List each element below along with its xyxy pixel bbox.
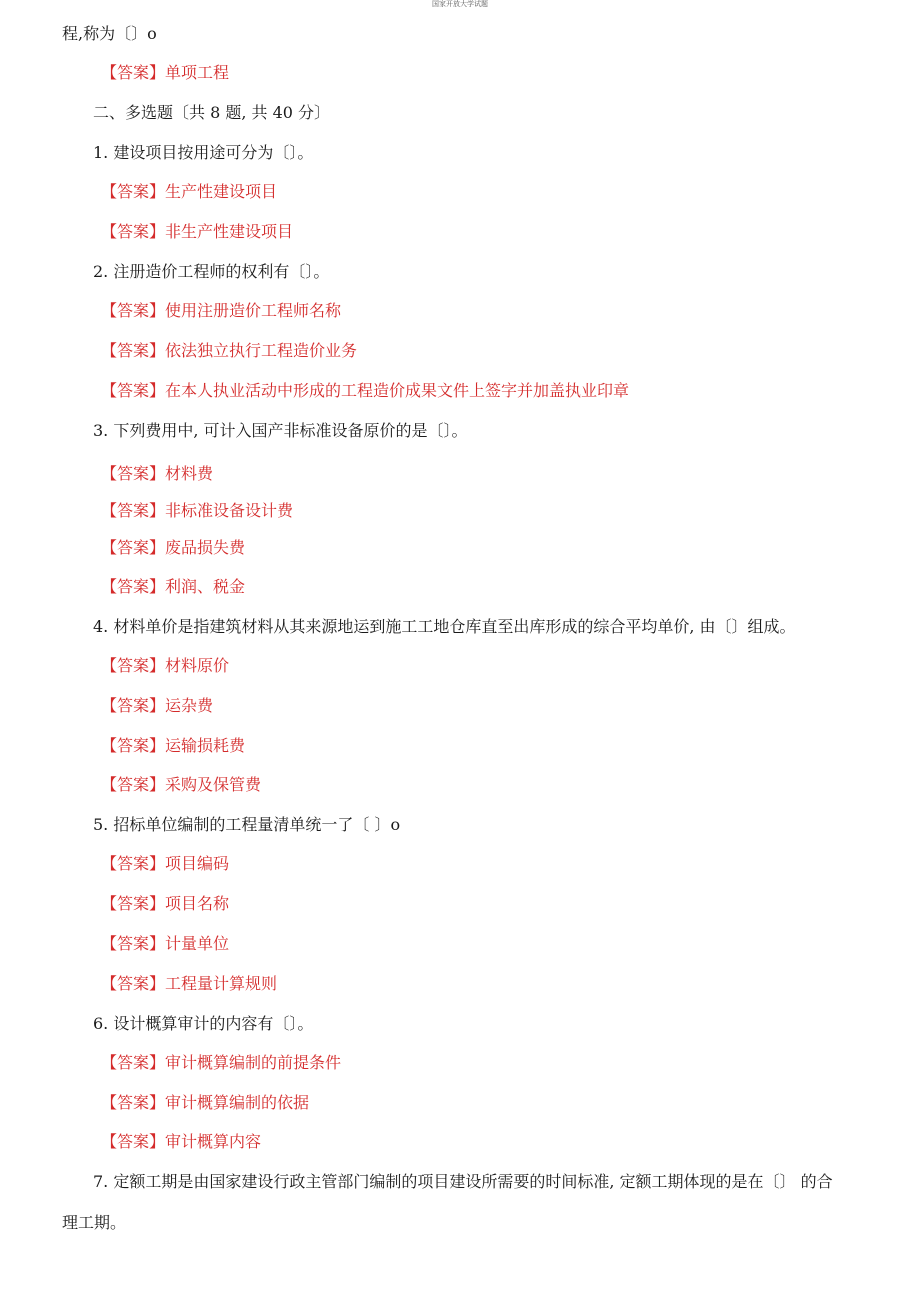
answer-text: 【答案】利润、税金 <box>101 577 246 596</box>
question-6: 6. 设计概算审计的内容有〔〕。 <box>93 1014 314 1033</box>
answer-text: 【答案】材料费 <box>101 464 214 483</box>
answer-text: 【答案】运输损耗费 <box>101 736 246 755</box>
answer-text: 【答案】材料原价 <box>101 656 230 675</box>
answer-text: 【答案】审计概算内容 <box>101 1132 262 1151</box>
answer-text: 【答案】在本人执业活动中形成的工程造价成果文件上签字并加盖执业印章 <box>101 381 630 400</box>
question-5: 5. 招标单位编制的工程量清单统一了〔 〕o <box>93 815 401 834</box>
question-7-continuation: 理工期。 <box>62 1213 127 1232</box>
answer-text: 【答案】项目编码 <box>101 854 230 873</box>
answer-text: 【答案】非标准设备设计费 <box>101 501 294 520</box>
answer-text: 【答案】废品损失费 <box>101 538 246 557</box>
answer-text: 【答案】运杂费 <box>101 696 214 715</box>
answer-text: 【答案】单项工程 <box>101 63 230 82</box>
answer-text: 【答案】使用注册造价工程师名称 <box>101 301 342 320</box>
answer-text: 【答案】计量单位 <box>101 934 230 953</box>
answer-text: 【答案】审计概算编制的依据 <box>101 1093 310 1112</box>
answer-text: 【答案】依法独立执行工程造价业务 <box>101 341 358 360</box>
section-heading: 二、多选题〔共 8 题, 共 40 分〕 <box>93 103 331 122</box>
page-header: 国家开放大学试题 <box>432 0 488 8</box>
answer-text: 【答案】生产性建设项目 <box>101 182 278 201</box>
answer-text: 【答案】工程量计算规则 <box>101 974 278 993</box>
question-continuation: 程,称为〔〕o <box>62 24 157 43</box>
question-4: 4. 材料单价是指建筑材料从其来源地运到施工工地仓库直至出库形成的综合平均单价, 由〔〕组成。 <box>93 617 796 636</box>
question-7: 7. 定额工期是由国家建设行政主管部门编制的项目建设所需要的时间标准, 定额工期体现的是在〔〕 的合 <box>93 1172 833 1191</box>
question-3: 3. 下列费用中, 可计入国产非标准设备原价的是〔〕。 <box>93 421 468 440</box>
answer-text: 【答案】项目名称 <box>101 894 230 913</box>
answer-text: 【答案】非生产性建设项目 <box>101 222 294 241</box>
question-2: 2. 注册造价工程师的权利有〔〕。 <box>93 262 330 281</box>
answer-text: 【答案】采购及保管费 <box>101 775 262 794</box>
question-1: 1. 建设项目按用途可分为〔〕。 <box>93 143 314 162</box>
answer-text: 【答案】审计概算编制的前提条件 <box>101 1053 342 1072</box>
